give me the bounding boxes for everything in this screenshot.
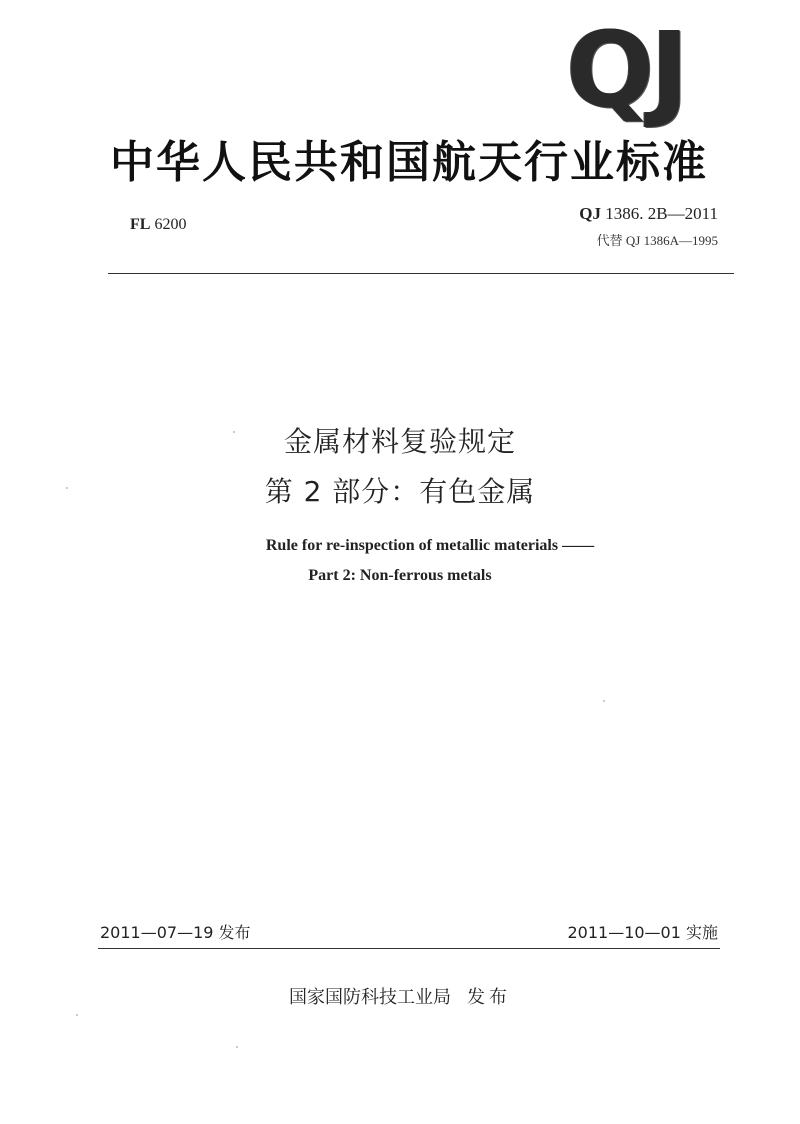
scan-speck (236, 1046, 238, 1048)
english-title-line2: Part 2: Non-ferrous metals (308, 567, 492, 584)
chinese-title-line2: 第 2 部分：有色金属 (264, 475, 536, 508)
standard-number (579, 204, 718, 224)
publisher (0, 983, 800, 1009)
chinese-title-line1: 金属材料复验规定 (283, 425, 516, 458)
scan-speck (603, 700, 605, 702)
replaces-standard: 代替 QJ 1386A—1995 (596, 233, 718, 248)
footer-divider (98, 948, 720, 949)
classification-number: 6200 (154, 216, 187, 233)
qj-logo: QJ (566, 9, 686, 131)
classification-code (130, 216, 186, 234)
standard-prefix: QJ (579, 204, 602, 223)
standard-code: 1386. 2B—2011 (605, 204, 718, 223)
scan-speck (66, 487, 68, 489)
publisher-name: 国家国防科技工业局 (289, 987, 451, 1008)
issue-date: 2011—07—19 发布 (100, 923, 251, 942)
implementation-date: 2011—10—01 实施 (567, 923, 718, 942)
header-divider (108, 273, 734, 274)
publisher-action: 发布 (467, 987, 511, 1008)
scan-speck (233, 431, 235, 433)
header-title: 中华人民共和国航天行业标准 (110, 137, 708, 188)
english-title-line1: Rule for re-inspection of metallic materials —— (265, 537, 595, 554)
scan-speck (76, 1014, 78, 1016)
classification-prefix: FL (130, 216, 151, 233)
